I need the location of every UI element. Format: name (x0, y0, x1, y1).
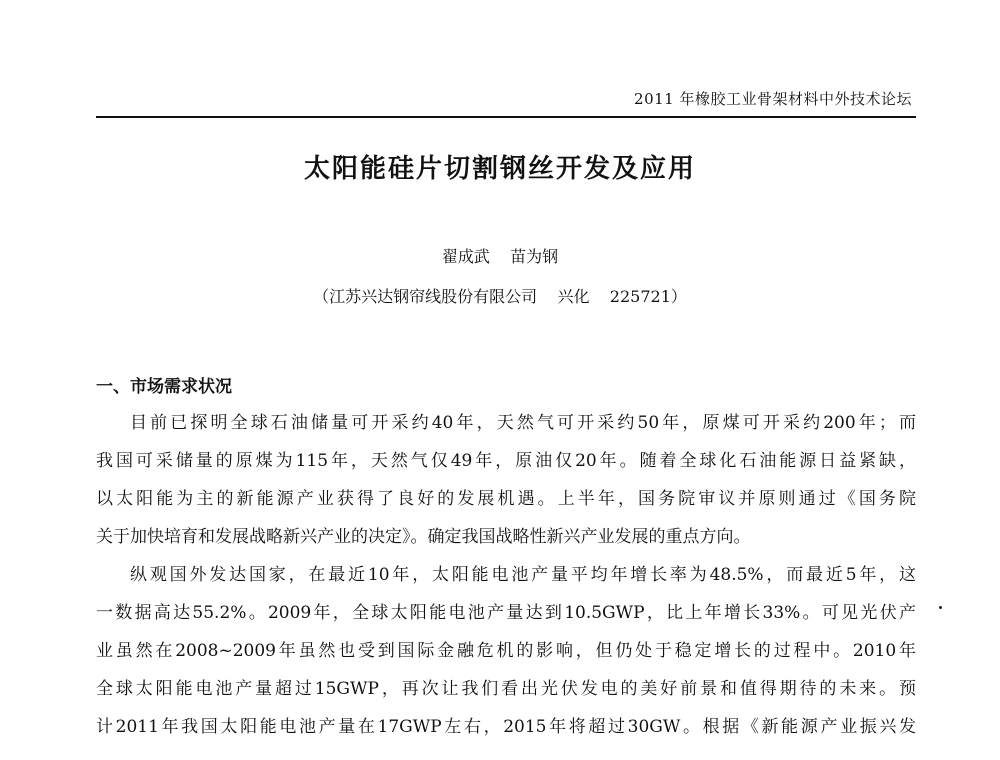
text-line: 以太阳能为主的新能源产业获得了良好的发展机遇。上半年，国务院审议并原则通过《国务院 (96, 489, 916, 509)
article-title: 太阳能硅片切割钢丝开发及应用 (303, 154, 696, 184)
section-heading: 一、市场需求状况 (96, 377, 232, 397)
text-line: 一数据高达55.2%。2009年，全球太阳能电池产量达到10.5GWP，比上年增长33%。可见光伏产 (96, 603, 916, 623)
paragraph-2 (96, 556, 916, 746)
running-header: 2011 年橡胶工业骨架材料中外技术论坛 (634, 90, 912, 108)
text-line: 纵观国外发达国家，在最近10年，太阳能电池产量平均年增长率为48.5%，而最近5年，这 (130, 565, 916, 585)
text-line: 全球太阳能电池产量超过15GWP，再次让我们看出光伏发电的美好前景和值得期待的未来。预 (96, 679, 916, 699)
article-affiliation: （江苏兴达钢帘线股份有限公司 兴化 225721） (313, 287, 687, 306)
header-rule (96, 116, 916, 118)
scan-speck (939, 606, 942, 609)
text-line: 业虽然在2008~2009年虽然也受到国际金融危机的影响，但仍处于稳定增长的过程中。2010年 (96, 641, 916, 661)
text-line: 目前已探明全球石油储量可开采约40年，天然气可开采约50年，原煤可开采约200年；而 (130, 413, 916, 433)
article-authors: 翟成武 苗为钢 (441, 247, 559, 266)
body-text (96, 404, 916, 746)
text-line: 计2011年我国太阳能电池产量在17GWP左右，2015年将超过30GW。根据《新能源产业振兴发 (96, 717, 916, 737)
text-line: 关于加快培育和发展战略新兴产业的决定》。确定我国战略性新兴产业发展的重点方向。 (96, 527, 751, 547)
paragraph-1 (96, 404, 916, 556)
text-line: 我国可采储量的原煤为115年，天然气仅49年，原油仅20年。随着全球化石油能源日益紧缺， (96, 451, 916, 471)
